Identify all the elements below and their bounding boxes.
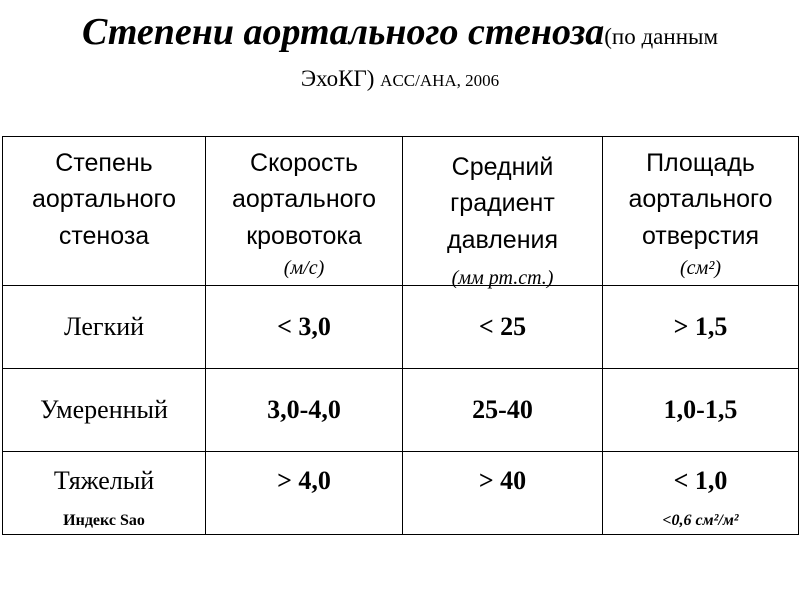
header-line: аортального [628, 185, 773, 214]
title-note: (по данным [604, 24, 719, 49]
header-line: аортального [31, 185, 177, 214]
header-gradient [403, 137, 603, 289]
gradient-cell [403, 452, 603, 535]
document-title [0, 10, 800, 54]
table-row [3, 369, 799, 452]
header-line: градиент [450, 189, 555, 218]
table-header-row [3, 137, 799, 286]
guideline-reference: ACC/AHA, 2006 [380, 71, 500, 90]
area-cell: 1,0-1,5 [603, 369, 799, 452]
area-cell [603, 452, 799, 535]
title-source [0, 66, 800, 92]
title-note-continued: ЭхоКГ) [300, 66, 375, 91]
title-main: Степени аортального стеноза [81, 11, 605, 53]
velocity-cell [206, 452, 403, 535]
header-line: аортального [231, 185, 377, 214]
header-line: Площадь [646, 149, 755, 177]
velocity-cell: 3,0-4,0 [206, 369, 403, 452]
header-area [603, 137, 799, 286]
header-velocity [206, 137, 403, 286]
header-line: кровотока [246, 221, 362, 250]
header-unit: (м/с) [283, 257, 325, 279]
velocity-value: > 4,0 [277, 466, 331, 495]
header-grade [3, 137, 206, 286]
header-line: Скорость [250, 149, 358, 177]
velocity-cell: < 3,0 [206, 286, 403, 369]
area-subnote: <0,6 см²/м² [662, 512, 739, 529]
gradient-value: > 40 [478, 466, 527, 495]
header-line: Средний [451, 153, 554, 181]
stenosis-table [2, 136, 799, 535]
header-unit: (см²) [680, 257, 721, 279]
table-row [3, 452, 799, 535]
gradient-cell: < 25 [403, 286, 603, 369]
header-line: стеноза [58, 221, 150, 250]
header-line: Степень [55, 149, 153, 177]
header-line: давления [447, 225, 558, 254]
grade-cell: Легкий [3, 286, 206, 369]
grade-subnote: Индекс Sao [63, 512, 145, 529]
table-row [3, 286, 799, 369]
grade-cell [3, 452, 206, 535]
header-unit: (мм рт.ст.) [451, 267, 554, 289]
grade-cell: Умеренный [3, 369, 206, 452]
area-cell: > 1,5 [603, 286, 799, 369]
gradient-cell: 25-40 [403, 369, 603, 452]
header-line: отверстия [641, 221, 760, 250]
grade-value: Тяжелый [53, 466, 155, 495]
area-value: < 1,0 [673, 466, 728, 495]
